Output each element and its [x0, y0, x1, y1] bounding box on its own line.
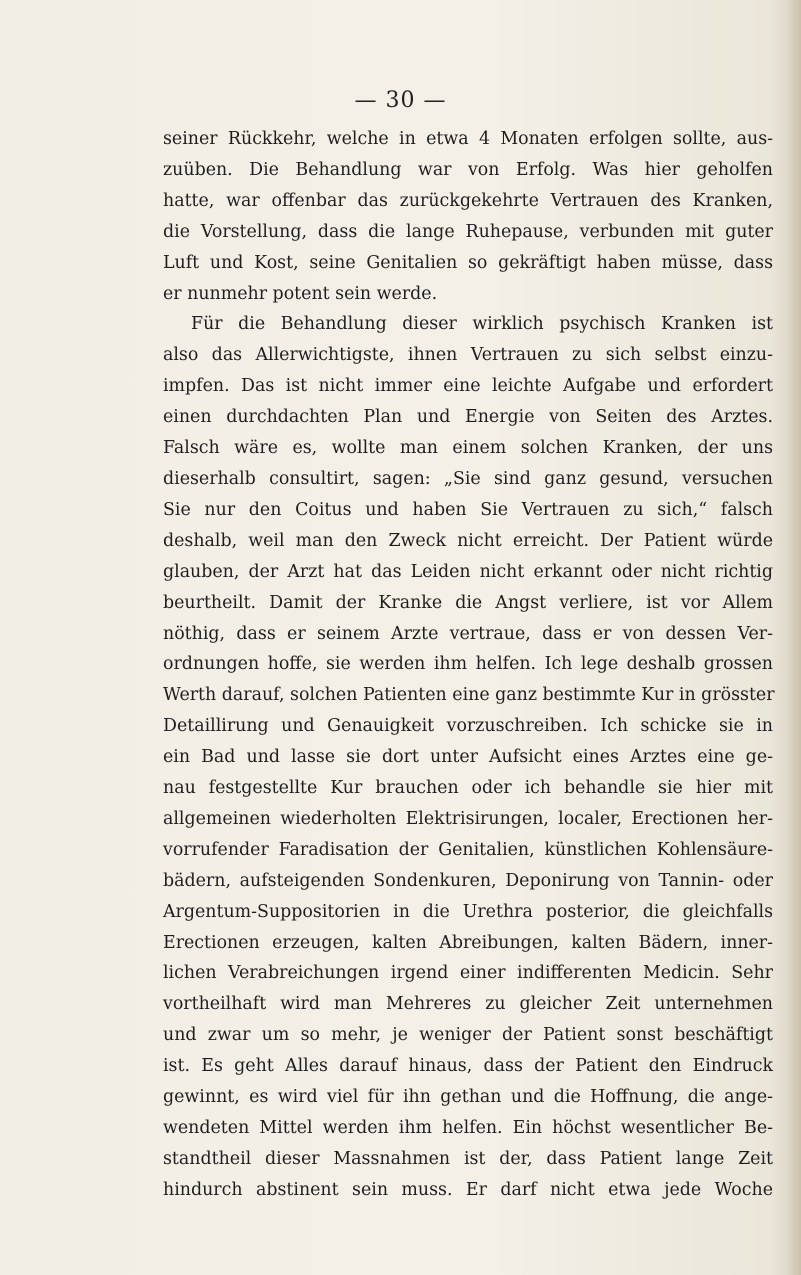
text-line: er nunmehr potent sein werde. [163, 283, 438, 304]
text-line: gewinnt, es wird viel für ihn gethan und die Hoffnung, die ange- [163, 1087, 773, 1108]
page-number: — 30 — [354, 88, 447, 113]
text-line: ein Bad und lasse sie dort unter Aufsicht eines Arztes eine ge- [163, 747, 773, 768]
paragraph-2 [163, 309, 773, 1205]
text-line: hatte, war offenbar das zurückgekehrte Vertrauen des Kranken, [163, 190, 773, 211]
text-line: ordnungen hoffe, sie werden ihm helfen. Ich lege deshalb grossen [163, 654, 773, 675]
text-line: wendeten Mittel werden ihm helfen. Ein höchst wesentlicher Be- [163, 1118, 773, 1138]
body-text [163, 124, 773, 1206]
text-line: also das Allerwichtigste, ihnen Vertrauen zu sich selbst einzu- [163, 345, 773, 366]
text-line: Argentum-Suppositorien in die Urethra posterior, die gleichfalls [163, 901, 773, 922]
text-line: seiner Rückkehr, welche in etwa 4 Monaten erfolgen sollte, aus- [163, 129, 773, 149]
text-line: die Vorstellung, dass die lange Ruhepause, verbunden mit guter [163, 221, 773, 242]
text-line: einen durchdachten Plan und Energie von Seiten des Arztes. [163, 407, 773, 428]
text-line: beurtheilt. Damit der Kranke die Angst verliere, ist vor Allem [163, 592, 773, 613]
text-line: zuüben. Die Behandlung war von Erfolg. Was hier geholfen [163, 159, 773, 180]
text-line: Für die Behandlung dieser wirklich psychisch Kranken ist [191, 314, 773, 335]
text-line: hindurch abstinent sein muss. Er darf nicht etwa jede Woche [163, 1179, 773, 1200]
text-line: allgemeinen wiederholten Elektrisirungen, localer, Erectionen her- [163, 808, 773, 829]
text-line: Luft und Kost, seine Genitalien so gekräftigt haben müsse, dass [163, 252, 773, 273]
text-line: bädern, aufsteigenden Sondenkuren, Deponirung von Tannin- oder [163, 870, 773, 891]
text-line: nöthig, dass er seinem Arzte vertraue, dass er von dessen Ver- [163, 623, 773, 644]
text-line: glauben, der Arzt hat das Leiden nicht erkannt oder nicht richtig [163, 561, 773, 582]
text-line: und zwar um so mehr, je weniger der Patient sonst beschäftigt [163, 1025, 773, 1046]
text-line: Werth darauf, solchen Patienten eine ganz bestimmte Kur in grösster [163, 685, 775, 706]
text-line: deshalb, weil man den Zweck nicht erreicht. Der Patient würde [163, 530, 773, 551]
text-line: impfen. Das ist nicht immer eine leichte Aufgabe und erfordert [163, 376, 773, 397]
text-line: Erectionen erzeugen, kalten Abreibungen, kalten Bädern, inner- [163, 932, 773, 953]
text-line: ist. Es geht Alles darauf hinaus, dass der Patient den Eindruck [163, 1056, 773, 1077]
text-line: Falsch wäre es, wollte man einem solchen Kranken, der uns [163, 438, 773, 459]
text-line: dieserhalb consultirt, sagen: „Sie sind ganz gesund, versuchen [163, 468, 773, 489]
text-line: nau festgestellte Kur brauchen oder ich behandle sie hier mit [163, 778, 773, 799]
text-line: Detaillirung und Genauigkeit vorzuschreiben. Ich schicke sie in [163, 716, 773, 737]
text-line: lichen Verabreichungen irgend einer indifferenten Medicin. Sehr [163, 963, 773, 984]
text-line: standtheil dieser Massnahmen ist der, dass Patient lange Zeit [163, 1148, 773, 1169]
text-line: vorrufender Faradisation der Genitalien, künstlichen Kohlensäure- [163, 839, 773, 860]
page-edge-shadow [787, 0, 801, 1275]
text-line: Sie nur den Coitus und haben Sie Vertrauen zu sich,“ falsch [163, 499, 773, 520]
text-line: vortheilhaft wird man Mehreres zu gleicher Zeit unternehmen [163, 994, 773, 1015]
paragraph-1 [163, 124, 773, 309]
